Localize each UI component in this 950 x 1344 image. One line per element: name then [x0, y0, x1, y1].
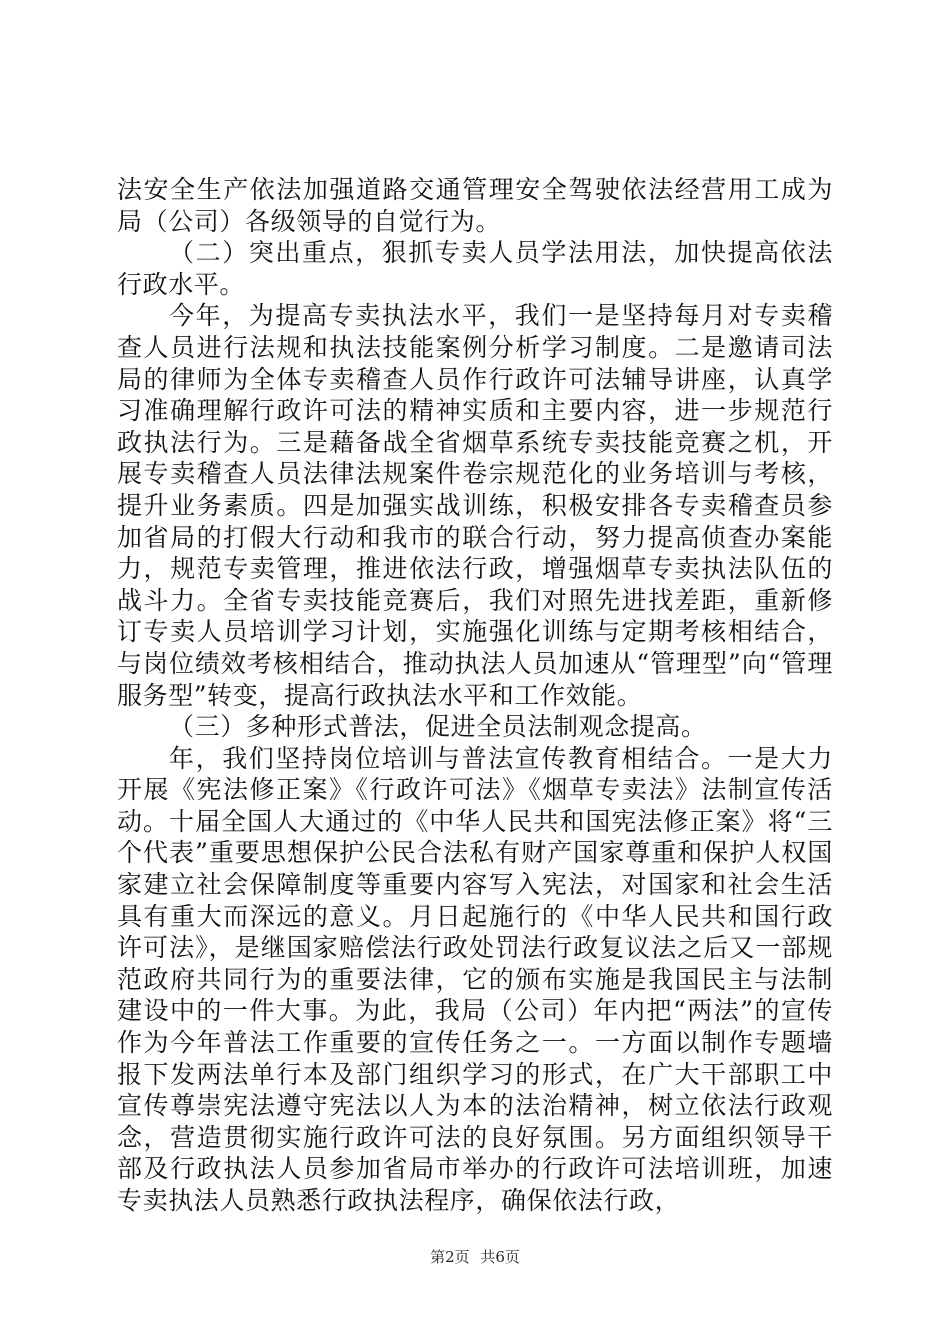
page-footer — [0, 1247, 950, 1267]
page-number: 第2页 — [430, 1248, 470, 1266]
paragraph-continuation: 法安全生产依法加强道路交通管理安全驾驶依法经营用工成为局（公司）各级领导的自觉行为。 — [117, 175, 833, 236]
section-heading-2: （二）突出重点，狠抓专卖人员学法用法，加快提高依法行政水平。 — [117, 238, 833, 299]
section-heading-3: （三）多种形式普法，促进全员法制观念提高。 — [169, 712, 707, 742]
document-body — [117, 174, 833, 1217]
page-total: 共6页 — [480, 1248, 520, 1266]
paragraph-training: 今年，为提高专卖执法水平，我们一是坚持每月对专卖稽查人员进行法规和执法技能案例分析学习制度。二是邀请司法局的律师为全体专卖稽查人员作行政许可法辅导讲座，认真学习准确理解行政许可法的精神实质和主要内容，进一步规范行政执法行为。三是藉备战全省烟草系统专卖技能竞赛之机，开展专卖稽查人员法律法规案件卷宗规范化的业务培训与考核，提升业务素质。四是加强实战训练，积极安排各专卖稽查员参加省局的打假大行动和我市的联合行动，努力提高侦查办案能力，规范专卖管理，推进依法行政，增强烟草专卖执法队伍的战斗力。全省专卖技能竞赛后，我们对照先进找差距，重新修订专卖人员培训学习计划，实施强化训练与定期考核相结合，与岗位绩效考核相结合，推动执法人员加速从“管理型”向“管理服务型”转变，提高行政执法水平和工作效能。 — [117, 301, 833, 710]
paragraph-publicity: 年，我们坚持岗位培训与普法宣传教育相结合。一是大力开展《宪法修正案》《行政许可法》《烟草专卖法》法制宣传活动。十届全国人大通过的《中华人民共和国宪法修正案》将“三个代表”重要思想保护公民合法私有财产国家尊重和保护人权国家建立社会保障制度等重要内容写入宪法，对国家和社会生活具有重大而深远的意义。月日起施行的《中华人民共和国行政许可法》，是继国家赔偿法行政处罚法行政复议法之后又一部规范政府共同行为的重要法律，它的颁布实施是我国民主与法制建设中的一件大事。为此，我局（公司）年内把“两法”的宣传作为今年普法工作重要的宣传任务之一。一方面以制作专题墙报下发两法单行本及部门组织学习的形式，在广大干部职工中宣传尊崇宪法遵守宪法以人为本的法治精神，树立依法行政观念，营造贯彻实施行政许可法的良好氛围。另方面组织领导干部及行政执法人员参加省局市举办的行政许可法培训班，加速专卖执法人员熟悉行政执法程序，确保依法行政， — [117, 743, 833, 1215]
